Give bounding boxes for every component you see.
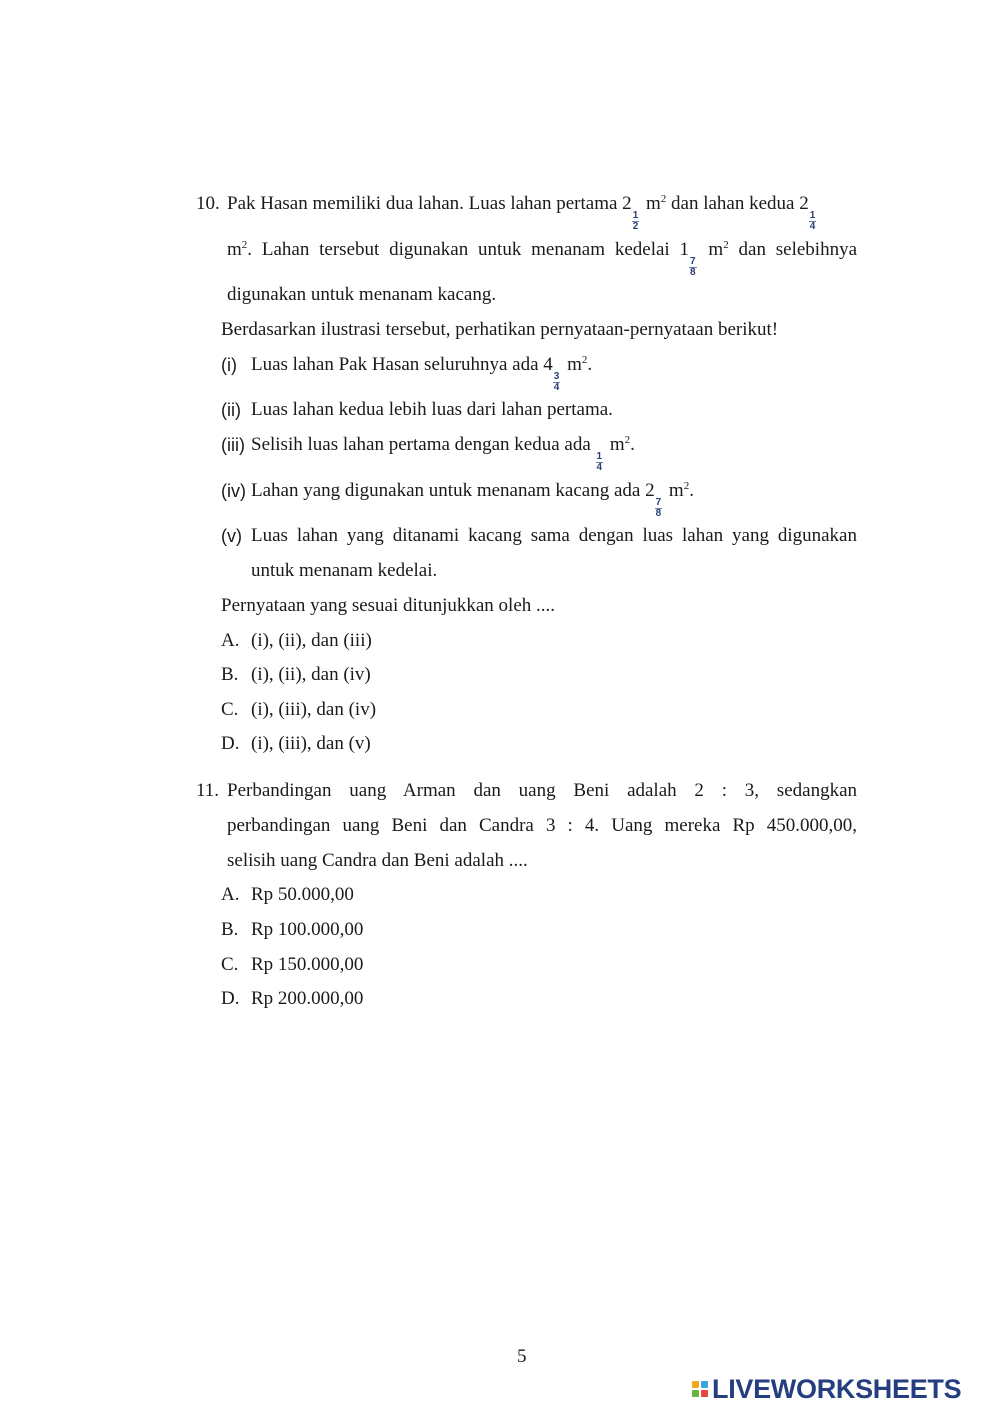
statement-ii: Luas lahan kedua lebih luas dari lahan pertama.	[251, 399, 613, 420]
statement-roman: (iii)	[221, 435, 245, 455]
q10-number: 10.	[196, 193, 220, 214]
logo-square-icon	[692, 1390, 699, 1397]
fraction: $\frac{1}{2}$	[632, 210, 639, 232]
option-letter[interactable]: C.	[221, 954, 239, 975]
fraction: $\frac{7}{8}$	[655, 497, 662, 519]
option-text[interactable]: (i), (iii), dan (v)	[251, 733, 371, 754]
statement-v-line2: untuk menanam kedelai.	[251, 560, 438, 581]
q10-line3: digunakan untuk menanam kacang.	[227, 284, 497, 305]
option-letter[interactable]: A.	[221, 884, 240, 905]
statement-roman: (v)	[221, 526, 242, 546]
option-letter[interactable]: A.	[221, 630, 240, 651]
page-number: 5	[517, 1346, 527, 1367]
option-letter[interactable]: B.	[221, 664, 239, 685]
option-text[interactable]: Rp 50.000,00	[251, 884, 354, 905]
q10-line1: Pak Hasan memiliki dua lahan. Luas lahan pertama 2 $\frac{1}{2}$ $m^2$ dan lahan kedua 2 $\frac{1}{4}$	[227, 193, 816, 232]
option-letter[interactable]: B.	[221, 919, 239, 940]
q11-number: 11.	[196, 780, 220, 801]
option-letter[interactable]: C.	[221, 699, 239, 720]
option-text[interactable]: (i), (ii), dan (iv)	[251, 664, 371, 685]
statement-roman: (ii)	[221, 400, 241, 420]
option-text[interactable]: Rp 150.000,00	[251, 954, 364, 975]
statement-iv: Lahan yang digunakan untuk menanam kacang ada 2 $\frac{7}{8}$ $m^2$.	[251, 480, 694, 519]
fraction: $\frac{3}{4}$	[553, 371, 560, 393]
q11-line2: perbandingan uang Beni dan Candra 3 : 4. Uang mereka Rp 450.000,00,	[227, 815, 857, 836]
option-letter[interactable]: D.	[221, 733, 240, 754]
statement-roman: (iv)	[221, 481, 246, 501]
logo-square-icon	[701, 1381, 708, 1388]
q10-intro: Berdasarkan ilustrasi tersebut, perhatikan pernyataan-pernyataan berikut!	[221, 319, 779, 340]
option-text[interactable]: (i), (ii), dan (iii)	[251, 630, 372, 651]
q10-question: Pernyataan yang sesuai ditunjukkan oleh ....	[221, 595, 556, 616]
q11-line3: selisih uang Candra dan Beni adalah ....	[227, 850, 528, 871]
statement-roman: (i)	[221, 355, 237, 375]
option-text[interactable]: Rp 200.000,00	[251, 988, 364, 1009]
liveworksheets-logo	[692, 1374, 961, 1404]
statement-iii: Selisih luas lahan pertama dengan kedua ada $\frac{1}{4}$ $m^2$.	[251, 434, 635, 473]
q11-line1: Perbandingan uang Arman dan uang Beni adalah 2 : 3, sedangkan	[227, 780, 857, 801]
q10-line2: $m^2$. Lahan tersebut digunakan untuk menanam kedelai 1 $\frac{7}{8}$ $m^2$ dan selebihnya	[227, 239, 858, 278]
fraction: $\frac{1}{4}$	[809, 210, 816, 232]
fraction: $\frac{1}{4}$	[596, 451, 603, 473]
fraction: $\frac{7}{8}$	[690, 256, 696, 278]
statement-v-line1: Luas lahan yang ditanami kacang sama dengan luas lahan yang digunakan	[251, 525, 857, 546]
statement-i: Luas lahan Pak Hasan seluruhnya ada 4 $\frac{3}{4}$ $m^2$.	[251, 354, 593, 393]
logo-text: LIVEWORKSHEETS	[712, 1373, 962, 1404]
option-text[interactable]: Rp 100.000,00	[251, 919, 364, 940]
logo-square-icon	[701, 1390, 708, 1397]
logo-squares-icon	[692, 1381, 708, 1397]
option-letter[interactable]: D.	[221, 988, 240, 1009]
option-text[interactable]: (i), (iii), dan (iv)	[251, 699, 377, 720]
logo-square-icon	[692, 1381, 699, 1388]
